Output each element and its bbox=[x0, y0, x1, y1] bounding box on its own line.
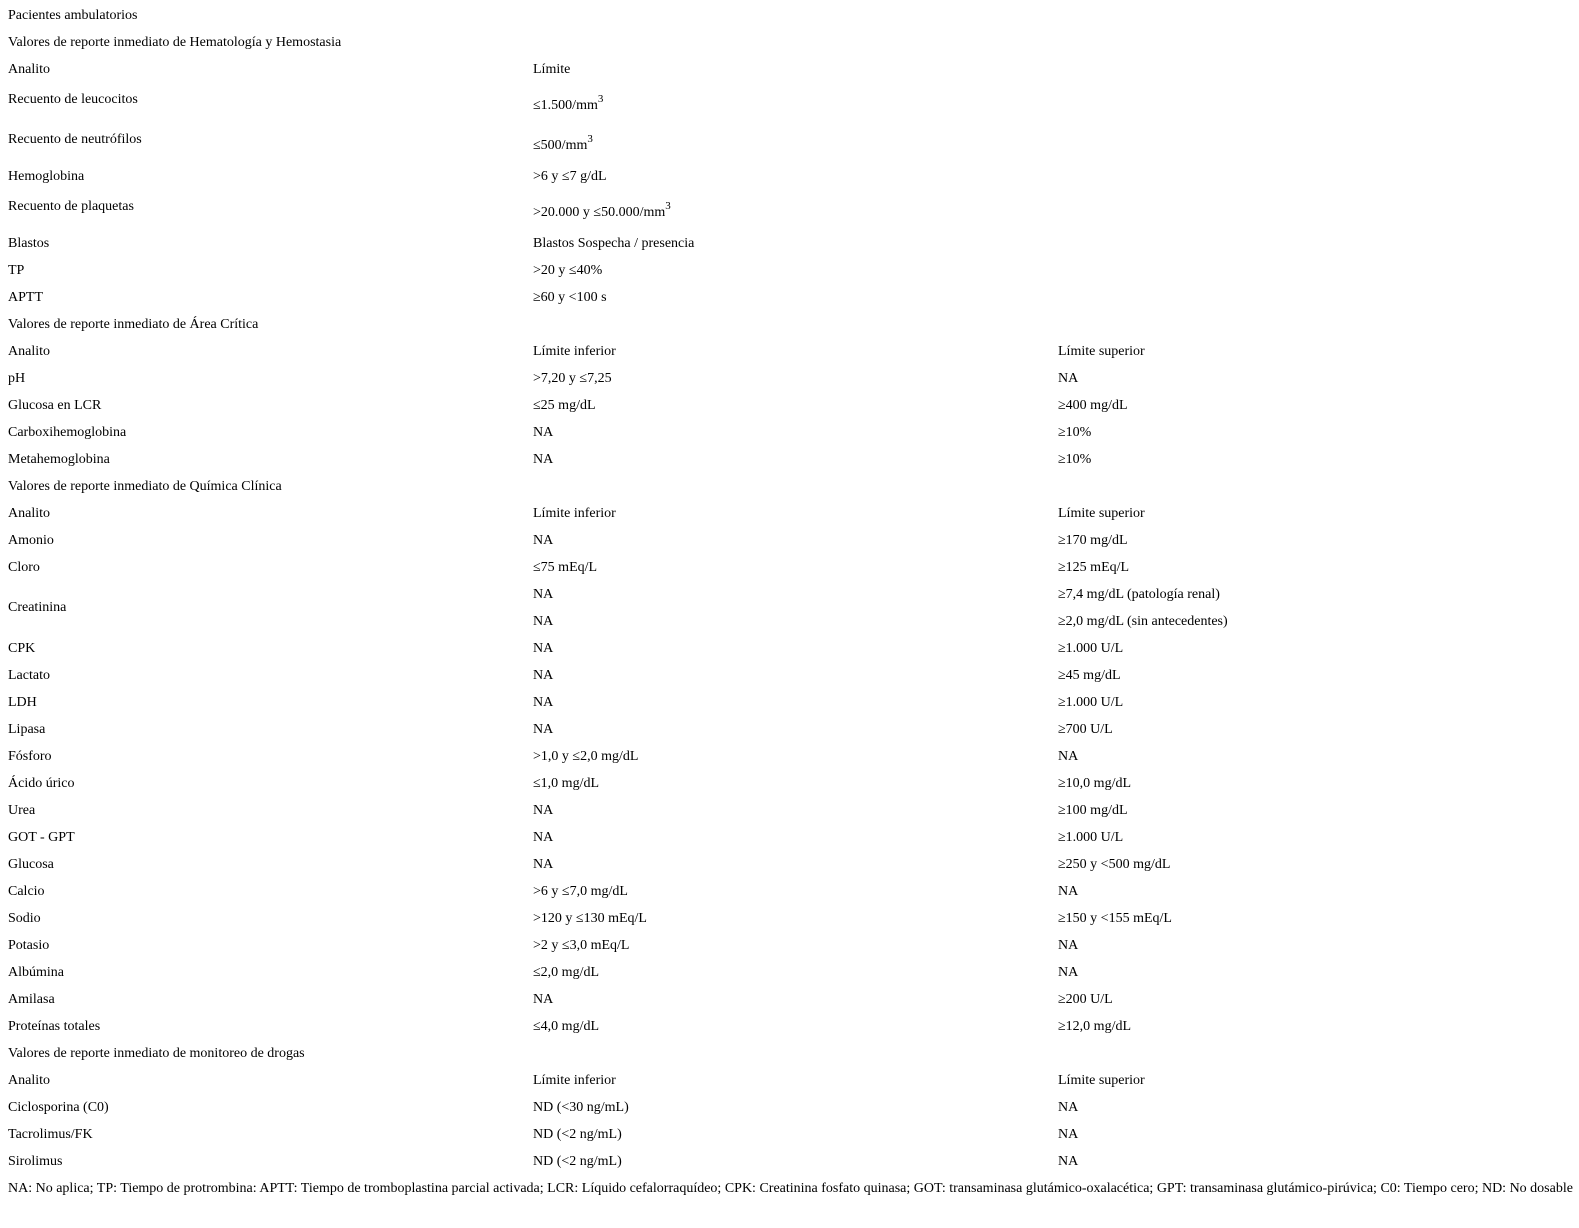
limite-inferior-cell: NA bbox=[533, 694, 554, 710]
analito-cell: Fósforo bbox=[8, 748, 52, 764]
table-row bbox=[2, 365, 1577, 392]
limite-cell bbox=[527, 123, 1577, 163]
limite-inferior-cell: NA bbox=[533, 856, 554, 872]
section-heading-row bbox=[2, 1040, 1577, 1067]
limite-superior-cell: ≥10% bbox=[1058, 451, 1092, 467]
limite-inferior-cell: ≤75 mEq/L bbox=[533, 559, 598, 575]
limite-superior-cell: ≥700 U/L bbox=[1058, 721, 1113, 737]
analito-cell: Recuento de plaquetas bbox=[8, 199, 134, 214]
limite-inferior-cell: >1,0 y ≤2,0 mg/dL bbox=[533, 748, 639, 764]
limite-superior-cell: NA bbox=[1058, 370, 1079, 386]
limite-inferior-cell: NA bbox=[533, 532, 554, 548]
analito-cell: APTT bbox=[8, 289, 43, 305]
limite-inferior-cell: ≤1,0 mg/dL bbox=[533, 775, 600, 791]
analito-cell: Sirolimus bbox=[8, 1153, 63, 1169]
limite-superior-cell: ≥10% bbox=[1058, 424, 1092, 440]
column-header-row bbox=[2, 56, 1577, 83]
table-row bbox=[2, 797, 1577, 824]
limite-superior-cell: ≥10,0 mg/dL bbox=[1058, 775, 1132, 791]
analito-cell: Lactato bbox=[8, 667, 50, 683]
reference-values-table bbox=[2, 2, 1577, 1202]
limite-exponent: 3 bbox=[597, 92, 604, 105]
analito-cell: Proteínas totales bbox=[8, 1018, 101, 1034]
limite-cell bbox=[527, 190, 1577, 230]
limite-cell: >6 y ≤7 g/dL bbox=[533, 168, 607, 184]
limite-inferior-cell: NA bbox=[533, 586, 554, 602]
table-row bbox=[2, 419, 1577, 446]
table-row bbox=[2, 743, 1577, 770]
limite-superior-cell: NA bbox=[1058, 964, 1079, 980]
table-row bbox=[2, 1121, 1577, 1148]
table-row bbox=[2, 1148, 1577, 1175]
analito-cell: Creatinina bbox=[8, 600, 67, 615]
analito-cell: Ciclosporina (C0) bbox=[8, 1099, 109, 1115]
analito-cell: pH bbox=[8, 370, 26, 386]
limite-superior-cell: ≥125 mEq/L bbox=[1058, 559, 1130, 575]
table-row bbox=[2, 770, 1577, 797]
analito-cell: Lipasa bbox=[8, 721, 46, 737]
analito-cell: Urea bbox=[8, 802, 36, 818]
col-header-analito: Analito bbox=[8, 343, 50, 359]
table-row bbox=[2, 230, 1577, 257]
limite-superior-cell: NA bbox=[1058, 1153, 1079, 1169]
table-row bbox=[2, 554, 1577, 581]
col-header-limite-superior: Límite superior bbox=[1058, 343, 1145, 359]
limite-inferior-cell: ≤2,0 mg/dL bbox=[533, 964, 600, 980]
analito-cell: Sodio bbox=[8, 910, 41, 926]
limite-inferior-cell: ≤25 mg/dL bbox=[533, 397, 596, 413]
table-row bbox=[2, 932, 1577, 959]
page-title: Pacientes ambulatorios bbox=[8, 7, 138, 23]
analito-cell: Glucosa bbox=[8, 856, 54, 872]
analito-cell: Blastos bbox=[8, 235, 50, 251]
col-header-limite: Límite bbox=[533, 61, 571, 77]
limite-inferior-cell: >7,20 y ≤7,25 bbox=[533, 370, 612, 386]
table-row bbox=[2, 959, 1577, 986]
limite-inferior-cell: NA bbox=[533, 802, 554, 818]
limite-inferior-cell: ND (<2 ng/mL) bbox=[533, 1153, 622, 1169]
limite-superior-cell: ≥45 mg/dL bbox=[1058, 667, 1121, 683]
col-header-limite-superior: Límite superior bbox=[1058, 505, 1145, 521]
limite-value: >20.000 y ≤50.000/mm bbox=[533, 204, 666, 220]
limite-cell: Blastos Sospecha / presencia bbox=[533, 235, 695, 251]
col-header-limite-inferior: Límite inferior bbox=[533, 505, 616, 521]
limite-superior-cell: ≥200 U/L bbox=[1058, 991, 1113, 1007]
table-row bbox=[2, 986, 1577, 1013]
col-header-limite-superior: Límite superior bbox=[1058, 1072, 1145, 1088]
footnote-row bbox=[2, 1175, 1577, 1202]
analito-cell: Carboxihemoglobina bbox=[8, 424, 127, 440]
table-row bbox=[2, 689, 1577, 716]
table-row bbox=[2, 824, 1577, 851]
table-row bbox=[2, 123, 1577, 163]
limite-value: ≤500/mm bbox=[533, 137, 588, 153]
limite-inferior-cell: ND (<2 ng/mL) bbox=[533, 1126, 622, 1142]
analito-cell: Potasio bbox=[8, 937, 50, 953]
limite-superior-cell: NA bbox=[1058, 883, 1079, 899]
col-header-limite-inferior: Límite inferior bbox=[533, 1072, 616, 1088]
table-row bbox=[2, 662, 1577, 689]
limite-superior-cell: ≥170 mg/dL bbox=[1058, 532, 1128, 548]
limite-superior-cell: ≥1.000 U/L bbox=[1058, 694, 1124, 710]
analito-cell: Metahemoglobina bbox=[8, 451, 110, 467]
limite-inferior-cell: NA bbox=[533, 613, 554, 629]
title-row bbox=[2, 2, 1577, 29]
limite-cell: ≥60 y <100 s bbox=[533, 289, 607, 305]
table-row bbox=[2, 1013, 1577, 1040]
limite-inferior-cell: >6 y ≤7,0 mg/dL bbox=[533, 883, 628, 899]
analito-cell: TP bbox=[8, 262, 25, 278]
limite-superior-cell: NA bbox=[1058, 1126, 1079, 1142]
limite-superior-cell: NA bbox=[1058, 748, 1079, 764]
limite-inferior-cell: >2 y ≤3,0 mEq/L bbox=[533, 937, 630, 953]
analito-cell: Recuento de leucocitos bbox=[8, 92, 138, 107]
col-header-analito: Analito bbox=[8, 1072, 50, 1088]
table-row bbox=[2, 446, 1577, 473]
analito-cell: Amilasa bbox=[8, 991, 55, 1007]
column-header-row bbox=[2, 500, 1577, 527]
limite-inferior-cell: NA bbox=[533, 667, 554, 683]
limite-inferior-cell: NA bbox=[533, 451, 554, 467]
analito-cell: Cloro bbox=[8, 559, 40, 575]
table-row bbox=[2, 878, 1577, 905]
hematologia-heading: Valores de reporte inmediato de Hematología y Hemostasia bbox=[8, 34, 342, 50]
analito-cell: GOT - GPT bbox=[8, 829, 75, 845]
limite-superior-cell: ≥1.000 U/L bbox=[1058, 829, 1124, 845]
analito-cell: Glucosa en LCR bbox=[8, 397, 102, 413]
limite-superior-cell: ≥2,0 mg/dL (sin antecedentes) bbox=[1058, 613, 1228, 629]
quimica-heading: Valores de reporte inmediato de Química Clínica bbox=[8, 478, 282, 494]
limite-exponent: 3 bbox=[587, 132, 593, 145]
analito-cell: Calcio bbox=[8, 883, 45, 899]
limite-superior-cell: ≥12,0 mg/dL bbox=[1058, 1018, 1132, 1034]
limite-superior-cell: ≥7,4 mg/dL (patología renal) bbox=[1058, 586, 1220, 602]
col-header-analito: Analito bbox=[8, 61, 50, 77]
analito-cell: Recuento de neutrófilos bbox=[8, 132, 142, 147]
limite-superior-cell: ≥250 y <500 mg/dL bbox=[1058, 856, 1171, 872]
column-header-row bbox=[2, 338, 1577, 365]
limite-cell bbox=[527, 83, 1577, 123]
analito-cell: Hemoglobina bbox=[8, 168, 85, 184]
limite-superior-cell: ≥400 mg/dL bbox=[1058, 397, 1128, 413]
limite-inferior-cell: ≤4,0 mg/dL bbox=[533, 1018, 600, 1034]
limite-inferior-cell: NA bbox=[533, 991, 554, 1007]
table-row bbox=[2, 851, 1577, 878]
col-header-limite-inferior: Límite inferior bbox=[533, 343, 616, 359]
table-row bbox=[2, 163, 1577, 190]
footnote: NA: No aplica; TP: Tiempo de protrombina: APTT: Tiempo de tromboplastina parcial activada; LCR: Líquido cefalorraquídeo; CPK: Creatinina fosfato quinasa; GOT: transaminasa glutámico-oxalacética; GPT: transaminasa glutámico-pirúvica; C0: Tiempo cero; ND: No dosable bbox=[8, 1180, 1573, 1196]
table-row bbox=[2, 190, 1577, 230]
table-row bbox=[2, 527, 1577, 554]
limite-superior-cell: ≥1.000 U/L bbox=[1058, 640, 1124, 656]
col-header-analito: Analito bbox=[8, 505, 50, 521]
table-row bbox=[2, 1094, 1577, 1121]
limite-cell: >20 y ≤40% bbox=[533, 262, 603, 278]
limite-inferior-cell: NA bbox=[533, 424, 554, 440]
limite-superior-cell: ≥100 mg/dL bbox=[1058, 802, 1128, 818]
table-row bbox=[2, 392, 1577, 419]
table-row bbox=[2, 581, 1577, 608]
limite-inferior-cell: NA bbox=[533, 829, 554, 845]
limite-value: ≤1.500/mm bbox=[533, 97, 598, 113]
limite-superior-cell: NA bbox=[1058, 1099, 1079, 1115]
table-row bbox=[2, 257, 1577, 284]
table-row bbox=[2, 83, 1577, 123]
section-heading-row bbox=[2, 473, 1577, 500]
analito-cell: Tacrolimus/FK bbox=[8, 1126, 93, 1142]
limite-inferior-cell: ND (<30 ng/mL) bbox=[533, 1099, 629, 1115]
limite-inferior-cell: NA bbox=[533, 721, 554, 737]
limite-inferior-cell: >120 y ≤130 mEq/L bbox=[533, 910, 647, 926]
analito-cell: Ácido úrico bbox=[8, 775, 75, 791]
limite-superior-cell: ≥150 y <155 mEq/L bbox=[1058, 910, 1172, 926]
analito-cell: LDH bbox=[8, 694, 37, 710]
limite-superior-cell: NA bbox=[1058, 937, 1079, 953]
drogas-heading: Valores de reporte inmediato de monitoreo de drogas bbox=[8, 1045, 305, 1061]
area-critica-heading: Valores de reporte inmediato de Área Crítica bbox=[8, 316, 259, 332]
table-row bbox=[2, 716, 1577, 743]
section-heading-row bbox=[2, 29, 1577, 56]
analito-cell: CPK bbox=[8, 640, 36, 656]
section-heading-row bbox=[2, 311, 1577, 338]
limite-exponent: 3 bbox=[665, 199, 671, 212]
column-header-row bbox=[2, 1067, 1577, 1094]
table-row bbox=[2, 635, 1577, 662]
analito-cell: Albúmina bbox=[8, 964, 64, 980]
table-row bbox=[2, 905, 1577, 932]
analito-cell: Amonio bbox=[8, 532, 54, 548]
limite-inferior-cell: NA bbox=[533, 640, 554, 656]
table-row bbox=[2, 284, 1577, 311]
